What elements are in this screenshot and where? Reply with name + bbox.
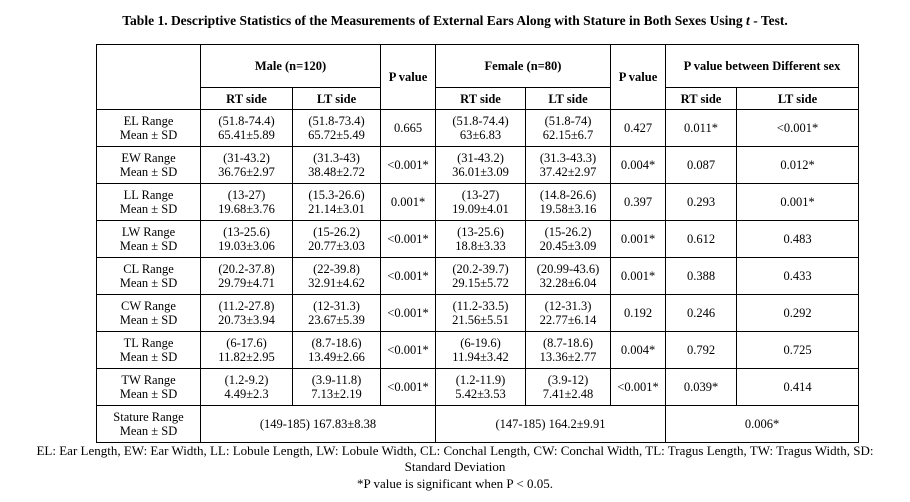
female-rt-cell xyxy=(436,295,526,332)
male-lt-cell-line: 13.49±2.66 xyxy=(308,350,365,364)
female-lt-cell-line: (14.8-26.6) xyxy=(539,188,597,202)
footnote-abbreviations: EL: Ear Length, EW: Ear Width, LL: Lobule Length, LW: Lobule Width, CL: Conchal Length, CW: Conchal Width, TL: Tragus Length, TW: Tragus Width, SD: xyxy=(36,443,874,458)
male-lt-cell-line: 23.67±5.39 xyxy=(308,313,365,327)
male-rt-cell-line: (31-43.2) xyxy=(223,151,270,165)
table-row xyxy=(97,258,859,295)
male-lt-cell-line: (15.3-26.6) xyxy=(308,188,365,202)
male-rt-cell-line: 11.82±2.95 xyxy=(218,350,275,364)
male-rt-cell xyxy=(201,295,293,332)
row-label-line: Mean ± SD xyxy=(119,202,178,216)
male-rt-header: RT side xyxy=(201,88,293,110)
male-rt-cell xyxy=(201,184,293,221)
between-rt-cell: 0.612 xyxy=(666,221,737,258)
between-rt-cell: 0.388 xyxy=(666,258,737,295)
row-label-line: LW Range xyxy=(121,225,176,239)
female-lt-cell-line: (31.3-43.3) xyxy=(539,151,597,165)
stature-label xyxy=(97,406,201,443)
row-label-line: TW Range xyxy=(121,373,176,387)
table-row xyxy=(97,221,859,258)
male-rt-cell xyxy=(201,147,293,184)
row-label-line: EW Range xyxy=(121,151,176,165)
female-rt-cell-line: (11.2-33.5) xyxy=(452,299,509,313)
female-lt-cell xyxy=(526,295,611,332)
between-rt-cell: 0.293 xyxy=(666,184,737,221)
row-label xyxy=(97,369,201,406)
male-lt-cell-line: 32.91±4.62 xyxy=(308,276,365,290)
row-label xyxy=(97,110,201,147)
between-lt-cell: 0.012* xyxy=(737,147,859,184)
table-body xyxy=(97,110,859,443)
male-lt-cell-line: 38.48±2.72 xyxy=(308,165,365,179)
male-lt-cell-line: (8.7-18.6) xyxy=(311,336,362,350)
row-label xyxy=(97,184,201,221)
stature-male-cell: (149-185) 167.83±8.38 xyxy=(201,406,436,443)
male-rt-cell xyxy=(201,332,293,369)
male-rt-cell-line: 36.76±2.97 xyxy=(218,165,275,179)
male-rt-cell-line: 19.03±3.06 xyxy=(218,239,275,253)
male-rt-cell-line: (13-27) xyxy=(227,188,266,202)
female-lt-cell-line: 13.36±2.77 xyxy=(539,350,597,364)
row-label xyxy=(97,258,201,295)
row-label xyxy=(97,295,201,332)
female-rt-cell xyxy=(436,110,526,147)
between-rt-cell: 0.039* xyxy=(666,369,737,406)
stature-female-cell: (147-185) 164.2±9.91 xyxy=(436,406,666,443)
row-label-line: CW Range xyxy=(121,299,176,313)
male-rt-cell-line: 19.68±3.76 xyxy=(218,202,275,216)
female-lt-cell xyxy=(526,184,611,221)
row-label-line: TL Range xyxy=(123,336,174,350)
table-row xyxy=(97,369,859,406)
p-value-female-header: P value xyxy=(611,45,666,110)
stature-label-line: Stature Range xyxy=(113,410,184,424)
p-male-cell: <0.001* xyxy=(381,332,436,369)
p-male-cell: 0.001* xyxy=(381,184,436,221)
female-lt-cell xyxy=(526,221,611,258)
male-header: Male (n=120) xyxy=(201,45,381,88)
between-rt-cell: 0.246 xyxy=(666,295,737,332)
between-rt-header: RT side xyxy=(666,88,737,110)
statistics-table xyxy=(96,44,859,443)
female-lt-cell xyxy=(526,369,611,406)
female-lt-cell-line: 20.45±3.09 xyxy=(539,239,597,253)
female-lt-cell-line: (3.9-12) xyxy=(547,373,589,387)
female-rt-cell-line: (13-25.6) xyxy=(457,225,504,239)
male-lt-cell xyxy=(293,221,381,258)
male-rt-cell-line: (11.2-27.8) xyxy=(218,299,275,313)
female-lt-cell-line: (51.8-74) xyxy=(544,114,592,128)
male-rt-cell xyxy=(201,369,293,406)
between-lt-cell: <0.001* xyxy=(737,110,859,147)
p-female-cell: 0.001* xyxy=(611,221,666,258)
male-rt-cell-line: (13-25.6) xyxy=(223,225,270,239)
male-lt-cell-line: 7.13±2.19 xyxy=(311,387,362,401)
between-lt-cell: 0.433 xyxy=(737,258,859,295)
female-rt-cell-line: 19.09±4.01 xyxy=(452,202,509,216)
row-label-line: Mean ± SD xyxy=(119,239,178,253)
female-lt-cell-line: (20.99-43.6) xyxy=(536,262,600,276)
female-rt-cell xyxy=(436,147,526,184)
female-lt-header: LT side xyxy=(526,88,611,110)
p-male-cell: <0.001* xyxy=(381,221,436,258)
p-male-cell: 0.665 xyxy=(381,110,436,147)
male-lt-cell xyxy=(293,184,381,221)
female-lt-cell xyxy=(526,332,611,369)
between-lt-cell: 0.414 xyxy=(737,369,859,406)
female-lt-cell-line: (8.7-18.6) xyxy=(543,336,593,350)
between-sex-header: P value between Different sex xyxy=(666,45,859,88)
table-row xyxy=(97,110,859,147)
female-lt-cell-line: 32.28±6.04 xyxy=(539,276,597,290)
between-lt-cell: 0.483 xyxy=(737,221,859,258)
male-lt-cell-line: (3.9-11.8) xyxy=(311,373,362,387)
male-lt-cell-line: 20.77±3.03 xyxy=(308,239,365,253)
male-lt-cell-line: (51.8-73.4) xyxy=(308,114,365,128)
male-rt-cell-line: (20.2-37.8) xyxy=(218,262,275,276)
female-lt-cell xyxy=(526,258,611,295)
between-lt-header: LT side xyxy=(737,88,859,110)
row-label-line: Mean ± SD xyxy=(119,165,178,179)
male-rt-cell xyxy=(201,110,293,147)
table-row xyxy=(97,147,859,184)
row-label-line: Mean ± SD xyxy=(119,387,178,401)
male-lt-cell-line: (31.3-43) xyxy=(313,151,360,165)
male-lt-cell xyxy=(293,295,381,332)
p-male-cell: <0.001* xyxy=(381,295,436,332)
male-lt-cell xyxy=(293,369,381,406)
male-rt-cell-line: 65.41±5.89 xyxy=(218,128,275,142)
row-label-line: Mean ± SD xyxy=(119,128,178,142)
male-lt-cell-line: 65.72±5.49 xyxy=(308,128,365,142)
p-female-cell: 0.004* xyxy=(611,147,666,184)
p-female-cell: 0.001* xyxy=(611,258,666,295)
female-rt-cell-line: 18.8±3.33 xyxy=(455,239,506,253)
table-title xyxy=(0,13,910,29)
table-row xyxy=(97,184,859,221)
female-lt-cell xyxy=(526,110,611,147)
male-lt-header: LT side xyxy=(293,88,381,110)
female-rt-cell xyxy=(436,258,526,295)
female-rt-cell-line: (1.2-11.9) xyxy=(455,373,506,387)
p-female-cell: <0.001* xyxy=(611,369,666,406)
female-rt-cell xyxy=(436,369,526,406)
male-lt-cell xyxy=(293,332,381,369)
female-rt-cell-line: 63±6.83 xyxy=(459,128,502,142)
male-rt-cell-line: (51.8-74.4) xyxy=(218,114,275,128)
female-rt-cell-line: 5.42±3.53 xyxy=(455,387,506,401)
female-rt-cell-line: 36.01±3.09 xyxy=(452,165,509,179)
female-rt-cell-line: (31-43.2) xyxy=(457,151,504,165)
title-text: Table 1. Descriptive Statistics of the Measurements of External Ears Along with Stature in Both Sexes Using xyxy=(122,13,747,28)
title-t-symbol: t xyxy=(746,13,750,28)
female-rt-cell-line: (20.2-39.7) xyxy=(452,262,509,276)
title-suffix: - Test. xyxy=(749,13,788,28)
female-rt-header: RT side xyxy=(436,88,526,110)
male-lt-cell-line: (15-26.2) xyxy=(313,225,360,239)
male-rt-cell xyxy=(201,258,293,295)
female-lt-cell-line: (15-26.2) xyxy=(544,225,592,239)
row-label-line: EL Range xyxy=(123,114,174,128)
stature-label-line: Mean ± SD xyxy=(119,424,178,438)
female-rt-cell-line: (51.8-74.4) xyxy=(452,114,509,128)
between-rt-cell: 0.792 xyxy=(666,332,737,369)
female-rt-cell xyxy=(436,184,526,221)
female-rt-cell xyxy=(436,332,526,369)
female-lt-cell-line: 7.41±2.48 xyxy=(542,387,594,401)
female-lt-cell-line: 37.42±2.97 xyxy=(539,165,597,179)
female-rt-cell xyxy=(436,221,526,258)
male-lt-cell-line: (22-39.8) xyxy=(313,262,360,276)
female-lt-cell-line: 62.15±6.7 xyxy=(542,128,594,142)
female-rt-cell-line: 11.94±3.42 xyxy=(452,350,509,364)
row-label-line: CL Range xyxy=(123,262,174,276)
male-lt-cell-line: 21.14±3.01 xyxy=(308,202,365,216)
female-rt-cell-line: 21.56±5.51 xyxy=(452,313,509,327)
p-female-cell: 0.427 xyxy=(611,110,666,147)
empty-corner-cell xyxy=(97,45,201,110)
footnote-significance: *P value is significant when P < 0.05. xyxy=(357,476,553,491)
row-label xyxy=(97,221,201,258)
stature-between-cell: 0.006* xyxy=(666,406,859,443)
male-rt-cell xyxy=(201,221,293,258)
female-lt-cell-line: 22.77±6.14 xyxy=(539,313,597,327)
p-male-cell: <0.001* xyxy=(381,369,436,406)
row-label xyxy=(97,147,201,184)
male-rt-cell-line: 4.49±2.3 xyxy=(224,387,269,401)
p-female-cell: 0.397 xyxy=(611,184,666,221)
p-male-cell: <0.001* xyxy=(381,147,436,184)
table-row xyxy=(97,332,859,369)
male-rt-cell-line: (1.2-9.2) xyxy=(224,373,269,387)
row-label-line: Mean ± SD xyxy=(119,313,178,327)
male-lt-cell xyxy=(293,258,381,295)
female-rt-cell-line: (13-27) xyxy=(461,188,500,202)
row-label-line: LL Range xyxy=(123,188,174,202)
between-lt-cell: 0.292 xyxy=(737,295,859,332)
between-rt-cell: 0.011* xyxy=(666,110,737,147)
female-lt-cell-line: (12-31.3) xyxy=(544,299,592,313)
female-lt-cell xyxy=(526,147,611,184)
male-lt-cell xyxy=(293,147,381,184)
row-label-line: Mean ± SD xyxy=(119,350,178,364)
row-label xyxy=(97,332,201,369)
p-value-male-header: P value xyxy=(381,45,436,110)
male-rt-cell-line: (6-17.6) xyxy=(226,336,267,350)
female-rt-cell-line: (6-19.6) xyxy=(460,336,501,350)
p-female-cell: 0.192 xyxy=(611,295,666,332)
table-row xyxy=(97,295,859,332)
female-lt-cell-line: 19.58±3.16 xyxy=(539,202,597,216)
stature-row xyxy=(97,406,859,443)
footnote-abbreviations-cont: Standard Deviation xyxy=(404,459,506,474)
between-lt-cell: 0.725 xyxy=(737,332,859,369)
female-header: Female (n=80) xyxy=(436,45,611,88)
male-lt-cell-line: (12-31.3) xyxy=(313,299,360,313)
female-rt-cell-line: 29.15±5.72 xyxy=(452,276,509,290)
between-rt-cell: 0.087 xyxy=(666,147,737,184)
male-rt-cell-line: 20.73±3.94 xyxy=(218,313,275,327)
row-label-line: Mean ± SD xyxy=(119,276,178,290)
between-lt-cell: 0.001* xyxy=(737,184,859,221)
p-female-cell: 0.004* xyxy=(611,332,666,369)
p-male-cell: <0.001* xyxy=(381,258,436,295)
male-rt-cell-line: 29.79±4.71 xyxy=(218,276,275,290)
male-lt-cell xyxy=(293,110,381,147)
